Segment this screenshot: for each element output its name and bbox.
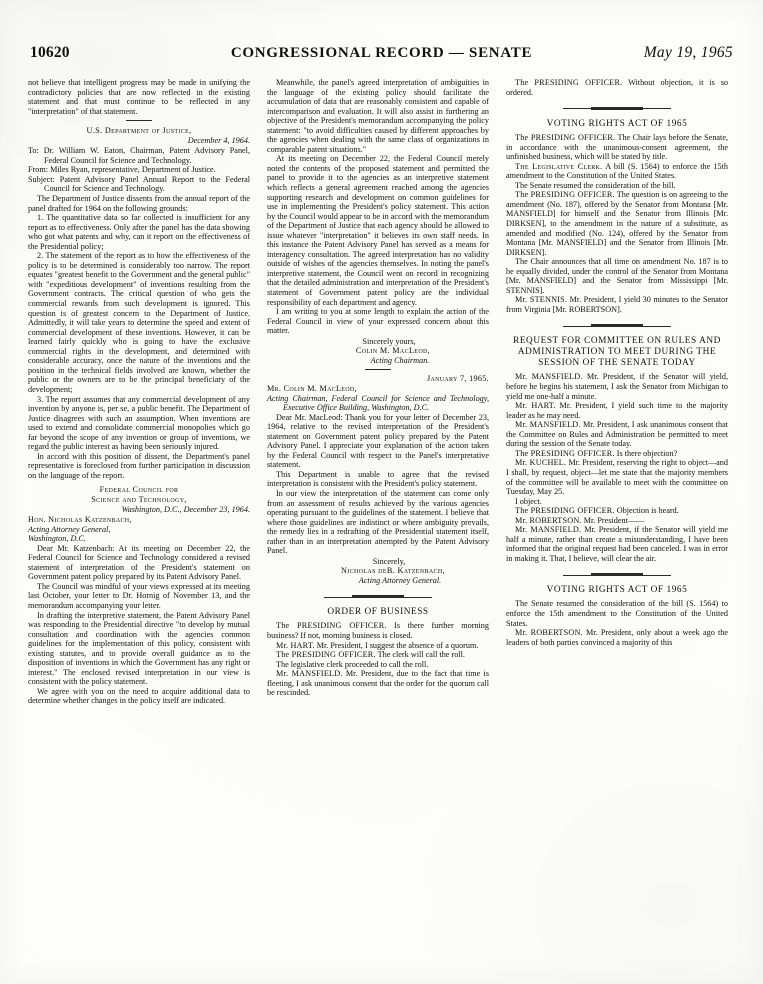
council-paragraph-six: At its meeting on December 22, the Federal Council merely noted the contents of the proposed statement and permitted the panel to provide it to the agencies as an interpretive statement which reflects a general agreement reached among the agencies supporting research and development on common guidelines for use in implementing the President's policy statement. This action by the Council would appear to be in accord with the memorandum of the Department of Justice that each agency should be allowed to issue whatever "interpretation" it believes its own staff needs. In this instance the Patent Advisory Panel has served as a means for interagency consultation. The agreed interpretation has no validity outside of wishes of the agencies themselves. In noting the panel's interpretive statement, the Council went on record in recognizing that the detailed administration and interpretation of the President's statement of Government patent policy are the individual responsibility of each department and agency. bbox=[267, 154, 489, 307]
ornamental-rule-voting-rights-two bbox=[563, 572, 671, 578]
memo-intro-paragraph: The Department of Justice dissents from the annual report of the panel drafted for 1964 on the following grounds: bbox=[28, 194, 250, 213]
council-paragraph-three: In drafting the interpretive statement, the Patent Advisory Panel was responding to the Presidential directive "to develop by mutual consultation and coordination with the agencies common guidelines for the implementation of this policy, consistent with existing statutes, and to provide overall guidance as to the disposition of inventions in which the Government has any right or interest." The enclosed revised interpretation in our view is consistent with the policy statement. bbox=[28, 610, 250, 687]
council-dateline: Washington, D.C., December 23, 1964. bbox=[121, 504, 250, 514]
speaker-presiding-officer: The PRESIDING OFFICER. bbox=[276, 621, 387, 631]
justice-letterhead-line1: U.S. Department of Justice, bbox=[86, 126, 192, 136]
memo-from-line: From: Miles Ryan, representative, Department of Justice. bbox=[28, 165, 216, 175]
ornamental-rule-voting-rights-one bbox=[563, 106, 671, 112]
speaker-mansfield-4: Mr. MANSFIELD. bbox=[515, 525, 582, 535]
carryover-paragraph: not believe that intelligent progress may be made in unifying the contradictory policies that are now reflected in the existing statement and that must continue to be reflected in any "interpretation" of that statement. bbox=[28, 78, 250, 116]
column-three bbox=[506, 78, 728, 960]
vra1-paragraph-two-text: A bill (S. 1564) to enforce the 15th amendment to the Constitution of the United States. bbox=[506, 161, 728, 181]
column-two bbox=[267, 78, 489, 960]
order-paragraph-four: The legislative clerk proceeded to call the roll. bbox=[276, 659, 429, 669]
reply-addressee-title: Acting Chairman, Federal Council for Science and Technology, Executive Office Building, Washington, D.C. bbox=[267, 393, 489, 413]
heading-committee-request: REQUEST FOR COMMITTEE ON RULES AND ADMINISTRATION TO MEET DURING THE SESSION OF THE SENATE TODAY bbox=[513, 336, 721, 369]
vra1-paragraph-three: The Senate resumed the consideration of the bill. bbox=[515, 180, 676, 190]
heading-order-of-business: ORDER OF BUSINESS bbox=[327, 607, 429, 618]
speaker-hart: Mr. HART. bbox=[276, 640, 315, 650]
committee-paragraph-three-text: Mr. President, I ask unanimous consent that the Committee on Rules and Administration be permitted to meet during the session of the Senate today. bbox=[506, 420, 728, 449]
vra2-paragraph-one: The Senate resumed the consideration of the bill (S. 1564) to enforce the 15th amendment to the Constitution of the United States. bbox=[506, 599, 728, 628]
memo-to-line: To: Dr. William W. Eaton, Chairman, Patent Advisory Panel, Federal Council for Science and Technology. bbox=[28, 146, 250, 165]
committee-paragraph-five-text: Mr. President, reserving the right to object—and I shall, by request, object—let me state that the majority members of the committee will be available to meet with the committee on Tuesday, May 25. bbox=[506, 458, 728, 497]
column-three-carryover-text: Without objection, it is so ordered. bbox=[506, 78, 728, 97]
reply-paragraph-one: Dear Mr. MacLeod: Thank you for your letter of December 23, 1964, relative to the revised interpretation of the President's statement on Government patent policy prepared by the Patent Advisory Panel. I appreciate your explanation of the action taken by the Federal Council with respect to the Panel's interpretative statement. bbox=[267, 412, 489, 470]
committee-paragraph-two-text: Mr. President, I yield such time to the majority leader as he may need. bbox=[506, 401, 729, 420]
speaker-mansfield-2: Mr. MANSFIELD. bbox=[515, 372, 583, 382]
three-column-body bbox=[28, 78, 735, 960]
committee-paragraph-five bbox=[506, 458, 728, 496]
speaker-hart-2: Mr. HART. bbox=[515, 401, 556, 411]
ornamental-rule-committee-request bbox=[563, 323, 671, 329]
vra1-paragraph-six bbox=[506, 295, 728, 314]
speaker-presiding-officer-2: The PRESIDING OFFICER. bbox=[276, 650, 376, 660]
vra1-paragraph-one bbox=[506, 133, 728, 162]
issue-date: May 19, 1965 bbox=[643, 44, 733, 61]
committee-paragraph-one bbox=[506, 372, 728, 401]
committee-paragraph-four bbox=[506, 449, 728, 459]
committee-paragraph-eight bbox=[506, 516, 728, 526]
committee-paragraph-nine bbox=[506, 525, 728, 563]
order-paragraph-two-text: Mr. President, I suggest the absence of a quorum. bbox=[314, 640, 479, 650]
page-masthead bbox=[30, 44, 733, 70]
council-letterhead-line2: Science and Technology, bbox=[91, 494, 187, 504]
vra1-paragraph-one-text: The Chair lays before the Senate, in accordance with the unanimous-consent agreement, the unfinished business, which will be stated by title. bbox=[506, 133, 729, 162]
committee-paragraph-seven-text: Objection is heard. bbox=[614, 506, 679, 516]
order-paragraph-two bbox=[267, 641, 489, 651]
order-paragraph-five-text: Mr. President, due to the fact that time is fleeting, I ask unanimous consent that the order for the quorum call be rescinded. bbox=[267, 669, 489, 698]
memo-closing-paragraph: In accord with this position of dissent, the Department's panel representative is foreclosed from further participation in discussion on the language of the report. bbox=[28, 451, 250, 480]
vra1-paragraph-four bbox=[506, 190, 728, 257]
page-folio-number: 10620 bbox=[30, 44, 70, 61]
column-one bbox=[28, 78, 250, 960]
council-paragraph-seven: I am writing to you at some length to explain the action of the Federal Council in view of your expressed concern about this matter. bbox=[267, 307, 489, 336]
speaker-presiding-officer-4: The PRESIDING OFFICER. bbox=[515, 133, 616, 143]
memo-ground-one: 1. The quantitative data so far collected is insufficient for any report as to effectiveness. Only after the panel has the data showing who got what patents and why, can it report on the effectiveness of the Presidential policy; bbox=[28, 213, 250, 251]
speaker-presiding-officer-7: The PRESIDING OFFICER. bbox=[515, 506, 615, 516]
council-signature-closing: Sincerely yours, bbox=[362, 336, 416, 346]
reply-addressee: Mr. Colin M. MacLeod, bbox=[267, 383, 357, 393]
memo-subject-line: Subject: Patent Advisory Panel Annual Report to the Federal Council for Science and Technology. bbox=[28, 174, 250, 194]
order-paragraph-one-text: Is there further morning business? If not, morning business is closed. bbox=[267, 621, 489, 640]
committee-paragraph-nine-text: Mr. President, if the Senator will yield me half a minute, rather than create a misunderstanding, I have been informed that the original request had been canceled. I was in error in making it. That, I believe, will clear the air. bbox=[506, 525, 728, 563]
speaker-presiding-officer-5: The PRESIDING OFFICER. bbox=[515, 190, 615, 200]
speaker-legislative-clerk: The Legislative Clerk. bbox=[515, 161, 603, 171]
committee-paragraph-three bbox=[506, 420, 728, 449]
committee-paragraph-seven bbox=[506, 506, 728, 516]
reply-paragraph-three: In our view the interpretation of the statement can come only from an assessment of results achieved by the various agencies operating pursuant to the guidelines of the statement. I believe that where those guidelines are indistinct or where ambiguity prevails, the remedy lies in a redrafting of the Presidential statement itself, rather than in an interpretation attempted by the Patent Advisory Panel. bbox=[267, 488, 489, 556]
council-addressee-title: Acting Attorney General, bbox=[28, 524, 111, 534]
committee-paragraph-six: I object. bbox=[515, 496, 542, 506]
council-addressee-city: Washington, D.C. bbox=[28, 534, 86, 544]
heading-voting-rights-act-1: VOTING RIGHTS ACT OF 1965 bbox=[546, 119, 688, 130]
ornamental-rule-order-of-business bbox=[324, 594, 432, 600]
reply-signature-title: Acting Attorney General. bbox=[358, 575, 442, 585]
council-letterhead bbox=[28, 485, 250, 504]
council-paragraph-two: The Council was mindful of your views expressed at its meeting last October, your letter to Dr. Hornig of November 13, and the memorandum accompanying your letter. bbox=[28, 581, 250, 610]
order-paragraph-five bbox=[267, 669, 489, 698]
order-paragraph-three bbox=[267, 650, 489, 660]
vra1-paragraph-four-text: The question is on agreeing to the amendment (No. 187), offered by the Senator from Montana [Mr. MANSFIELD] for himself and the Senator from Illinois [Mr. DIRKSEN], to the amendment in the nature of a substitute, as amended and modified (No. 124), offered by the Senator from Montana [Mr. MANSFIELD] and the Senator from Illinois [Mr. DIRKSEN]. bbox=[506, 190, 728, 257]
speaker-presiding-officer-3: The PRESIDING OFFICER. bbox=[515, 78, 623, 87]
council-letterhead-line1: Federal Council for bbox=[99, 485, 179, 495]
council-signature-title: Acting Chairman. bbox=[370, 355, 430, 365]
section-rule-two bbox=[365, 369, 391, 370]
reply-signature-closing: Sincerely, bbox=[372, 556, 406, 566]
committee-paragraph-two bbox=[506, 401, 728, 420]
speaker-robertson: Mr. ROBERTSON. bbox=[515, 515, 582, 525]
reply-dateline: January 7, 1965. bbox=[427, 374, 489, 384]
reply-paragraph-two: This Department is unable to agree that the revised interpretation is consistent with the President's policy statement. bbox=[267, 469, 489, 489]
speaker-presiding-officer-6: The PRESIDING OFFICER. bbox=[515, 448, 615, 458]
speaker-mansfield: Mr. MANSFIELD. bbox=[276, 669, 343, 679]
section-rule bbox=[126, 120, 152, 121]
speaker-mansfield-3: Mr. MANSFIELD. bbox=[515, 420, 581, 430]
vra1-paragraph-six-text: Mr. President, I yield 30 minutes to the Senator from Virginia [Mr. ROBERTSON]. bbox=[506, 295, 728, 314]
vra1-paragraph-two bbox=[506, 162, 728, 181]
speaker-kuchel: Mr. KUCHEL. bbox=[515, 458, 567, 468]
heading-voting-rights-act-2: VOTING RIGHTS ACT OF 1965 bbox=[546, 585, 688, 596]
order-paragraph-one bbox=[267, 621, 489, 640]
memo-ground-two: 2. The statement of the report as to how the effectiveness of the policy is to be determined is considerably too narrow. The report equates "greatest benefit to the Government and the general public" with "expeditious development" of inventions resulting from the Government contracts. The critical question of who gets the commercial rewards from such development is ignored. This question is of greatest concern to the Department of Justice. Admittedly, it will take years to determine the speed and extent of commercial development of these inventions. However, it can be learned fairly quickly who is going to have the exclusive commercial rights in the development, and determined with considerable accuracy, once the nature of the inventions and the position in the technical fields involved are known, whether the public or the owners are to be the principal beneficiary of the development; bbox=[28, 251, 250, 394]
vra2-paragraph-two bbox=[506, 628, 728, 647]
council-addressee: Hon. Nicholas Katzenbach, bbox=[28, 515, 132, 525]
committee-paragraph-one-text: Mr. President, if the Senator will yield, before he begins his statement, I ask the Senator from Michigan to yield me one-half a minute. bbox=[506, 372, 728, 401]
council-paragraph-four: We agree with you on the need to acquire additional data to determine whether changes in the policy itself are indicated. bbox=[28, 686, 250, 706]
committee-paragraph-eight-text: Mr. President—— bbox=[581, 515, 645, 525]
vra1-paragraph-five: The Chair announces that all time on amendment No. 187 is to be equally divided, under the control of the Senator from Montana [Mr. MANSFIELD] and the Senator from Mississippi [Mr. STENNIS]. bbox=[506, 257, 728, 295]
council-paragraph-one: Dear Mr. Katzenbach: At its meeting on December 22, the Federal Council for Science and Technology considered a revised statement of interpretation of the President's statement on Government patent policy prepared by its Patent Advisory Panel. bbox=[28, 543, 250, 582]
column-three-carryover bbox=[506, 78, 728, 97]
justice-dateline: December 4, 1964. bbox=[187, 135, 250, 145]
committee-paragraph-four-text: Is there objection? bbox=[614, 448, 678, 458]
reply-signature-name: Nicholas deB. Katzenbach, bbox=[341, 566, 445, 576]
memo-ground-three: 3. The report assumes that any commercial development of any invention by anyone is, per se, a public benefit. The Department of Justice disagrees with such an assumption. When inventions are used to extend and consolidate commercial monopolies which go far beyond the scope of any invention or group of inventions, we regard the public interest as having been seriously injured. bbox=[28, 394, 250, 452]
justice-letterhead bbox=[28, 126, 250, 136]
vra2-paragraph-two-text: Mr. President, only about a week ago the leaders of both parties convinced a majority of this bbox=[506, 628, 728, 647]
council-paragraph-five: Meanwhile, the panel's agreed interpretation of ambiguities in the language of the existing policy should facilitate the accumulation of data that are reasonably consistent and capable of intercomparison and evaluation. It will also assist in furthering an objective of the President's memorandum accompanying the policy statement: "to avoid difficulties caused by different approaches by the agencies when dealing with the same class of organizations in comparable patent situations." bbox=[267, 78, 489, 154]
council-signature-name: Colin M. MacLeod, bbox=[355, 346, 431, 356]
speaker-robertson-2: Mr. ROBERTSON. bbox=[515, 628, 583, 638]
publication-title: CONGRESSIONAL RECORD — SENATE bbox=[230, 45, 533, 61]
speaker-stennis: Mr. STENNIS. bbox=[515, 295, 568, 305]
order-paragraph-three-text: The clerk will call the roll. bbox=[375, 650, 465, 660]
